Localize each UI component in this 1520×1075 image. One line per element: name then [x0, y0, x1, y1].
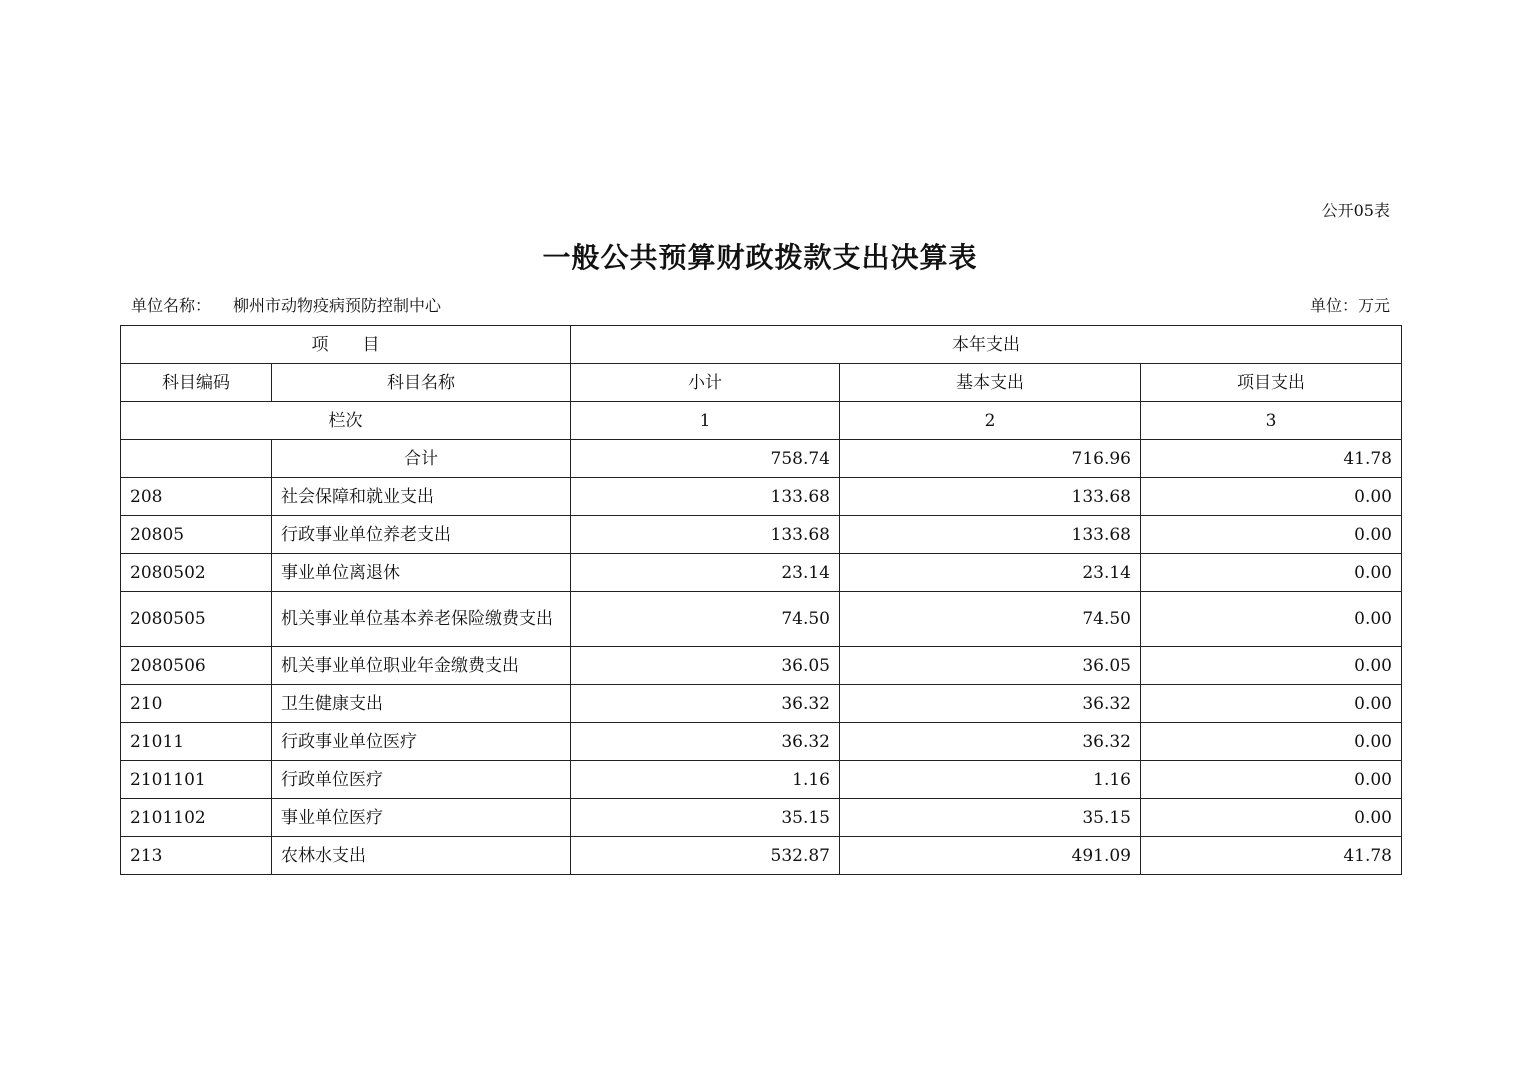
row-project: 0.00: [1141, 761, 1402, 799]
row-name: 行政事业单位医疗: [272, 723, 571, 761]
column-number-row: [121, 402, 1402, 440]
table-row: [121, 592, 1402, 647]
row-name: 行政单位医疗: [272, 761, 571, 799]
table-row: [121, 647, 1402, 685]
table-row: [121, 554, 1402, 592]
row-subtotal: 36.32: [571, 685, 840, 723]
row-basic: 491.09: [840, 837, 1141, 875]
row-basic: 1.16: [840, 761, 1141, 799]
row-name: 事业单位医疗: [272, 799, 571, 837]
row-subtotal: 36.32: [571, 723, 840, 761]
column-number-1: 1: [571, 402, 840, 440]
row-code: 2101101: [121, 761, 272, 799]
row-code: 2080502: [121, 554, 272, 592]
row-name: 卫生健康支出: [272, 685, 571, 723]
total-code: [121, 440, 272, 478]
row-project: 41.78: [1141, 837, 1402, 875]
table-row: [121, 799, 1402, 837]
total-project: 41.78: [1141, 440, 1402, 478]
table-row: [121, 723, 1402, 761]
row-basic: 35.15: [840, 799, 1141, 837]
unit-name-line: [131, 295, 441, 317]
total-basic: 716.96: [840, 440, 1141, 478]
row-name: 社会保障和就业支出: [272, 478, 571, 516]
row-code: 213: [121, 837, 272, 875]
header-current-year: 本年支出: [571, 326, 1402, 364]
total-row: [121, 440, 1402, 478]
header-row-2: [121, 364, 1402, 402]
table-row: [121, 478, 1402, 516]
table-row: [121, 685, 1402, 723]
row-code: 2080506: [121, 647, 272, 685]
row-subtotal: 23.14: [571, 554, 840, 592]
header-subtotal: 小计: [571, 364, 840, 402]
row-code: 208: [121, 478, 272, 516]
row-basic: 133.68: [840, 516, 1141, 554]
row-code: 21011: [121, 723, 272, 761]
header-project-exp: 项目支出: [1141, 364, 1402, 402]
row-basic: 74.50: [840, 592, 1141, 647]
row-project: 0.00: [1141, 723, 1402, 761]
row-name: 事业单位离退休: [272, 554, 571, 592]
column-number-3: 3: [1141, 402, 1402, 440]
row-basic: 36.32: [840, 685, 1141, 723]
row-subtotal: 35.15: [571, 799, 840, 837]
row-project: 0.00: [1141, 554, 1402, 592]
page-title: 一般公共预算财政拨款支出决算表: [542, 241, 978, 274]
row-code: 210: [121, 685, 272, 723]
row-subtotal: 74.50: [571, 592, 840, 647]
column-number-label: 栏次: [121, 402, 571, 440]
row-subtotal: 1.16: [571, 761, 840, 799]
row-code: 2101102: [121, 799, 272, 837]
row-subtotal: 133.68: [571, 478, 840, 516]
row-project: 0.00: [1141, 592, 1402, 647]
header-row-1: [121, 326, 1402, 364]
row-code: 20805: [121, 516, 272, 554]
row-project: 0.00: [1141, 799, 1402, 837]
row-subtotal: 133.68: [571, 516, 840, 554]
unit-name-label: 单位名称：: [131, 296, 212, 315]
row-code: 2080505: [121, 592, 272, 647]
row-project: 0.00: [1141, 647, 1402, 685]
header-project: 项 目: [121, 326, 571, 364]
unit-measure: 单位：万元: [1309, 296, 1390, 315]
row-basic: 23.14: [840, 554, 1141, 592]
header-basic: 基本支出: [840, 364, 1141, 402]
row-basic: 36.05: [840, 647, 1141, 685]
row-project: 0.00: [1141, 516, 1402, 554]
header-name: 科目名称: [272, 364, 571, 402]
row-subtotal: 36.05: [571, 647, 840, 685]
header-code: 科目编码: [121, 364, 272, 402]
total-subtotal: 758.74: [571, 440, 840, 478]
row-name: 机关事业单位职业年金缴费支出: [272, 647, 571, 685]
total-label: 合计: [272, 440, 571, 478]
form-number: 公开05表: [1321, 201, 1390, 220]
table-row: [121, 837, 1402, 875]
unit-name-value: 柳州市动物疫病预防控制中心: [233, 296, 442, 315]
row-project: 0.00: [1141, 478, 1402, 516]
table-row: [121, 516, 1402, 554]
column-number-2: 2: [840, 402, 1141, 440]
expenditure-table: [120, 325, 1402, 875]
row-name: 行政事业单位养老支出: [272, 516, 571, 554]
row-basic: 133.68: [840, 478, 1141, 516]
row-name: 农林水支出: [272, 837, 571, 875]
row-name: 机关事业单位基本养老保险缴费支出: [272, 592, 571, 647]
table-row: [121, 761, 1402, 799]
row-project: 0.00: [1141, 685, 1402, 723]
row-subtotal: 532.87: [571, 837, 840, 875]
row-basic: 36.32: [840, 723, 1141, 761]
